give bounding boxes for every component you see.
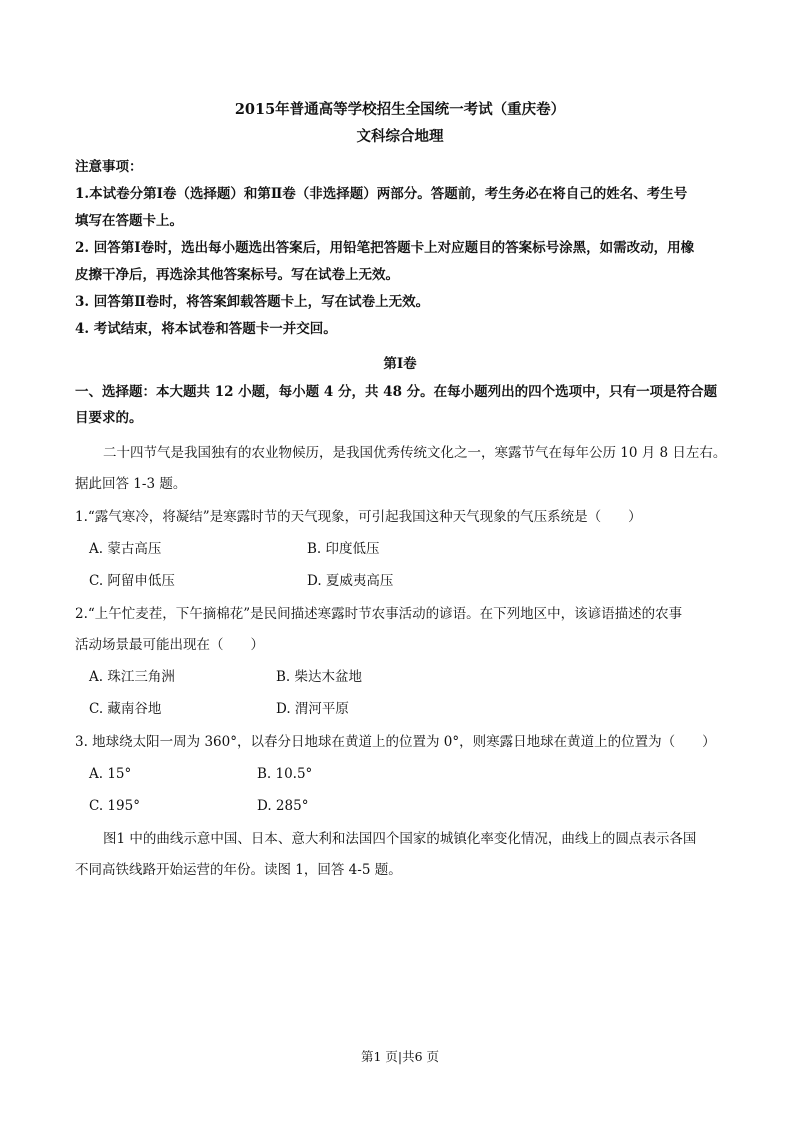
notice-line: 填写在答题卡上。 <box>75 213 183 229</box>
notice-heading: 注意事项： <box>75 159 143 175</box>
question-3-stem: 3. 地球绕太阳一周为 360°，以春分日地球在黄道上的位置为 0°，则寒露日地球在黄道上的位置为（ ） <box>75 734 716 750</box>
question-2-option-a: A. 珠江三角洲 <box>89 669 175 685</box>
question-2-option-c: C. 藏南谷地 <box>89 701 162 717</box>
notice-line: 4. 考试结束，将本试卷和答题卡一并交回。 <box>75 321 337 337</box>
question-2-option-b: B. 柴达木盆地 <box>276 669 363 685</box>
volume-heading: 第Ⅰ卷 <box>383 356 417 372</box>
question-2-option-d: D. 渭河平原 <box>276 701 349 717</box>
intro-paragraph: 二十四节气是我国独有的农业物候历，是我国优秀传统文化之一，寒露节气在每年公历 10 月 8 日左右。 <box>103 445 727 461</box>
question-1-option-c: C. 阿留申低压 <box>89 573 175 589</box>
question-1-option-a: A. 蒙古高压 <box>89 541 162 557</box>
notice-line: 3. 回答第Ⅱ卷时，将答案卸载答题卡上，写在试卷上无效。 <box>75 294 430 310</box>
notice-line: 皮擦干净后，再选涂其他答案标号。写在试卷上无效。 <box>75 267 399 283</box>
question-3-option-b: B. 10.5° <box>257 766 313 782</box>
page-subtitle: 文科综合地理 <box>356 128 444 145</box>
question-3-option-d: D. 285° <box>257 798 309 814</box>
intro-paragraph: 据此回答 1-3 题。 <box>75 476 187 492</box>
question-1-option-b: B. 印度低压 <box>307 541 380 557</box>
question-2-stem: 2.“上午忙麦茬，下午摘棉花”是民间描述寒露时节农事活动的谚语。在下列地区中，该谚语描述的农事 <box>75 606 683 622</box>
question-1-option-d: D. 夏威夷高压 <box>307 573 394 589</box>
question-3-option-a: A. 15° <box>89 766 132 782</box>
notice-line: 2. 回答第Ⅰ卷时，选出每小题选出答案后，用铅笔把答题卡上对应题目的答案标号涂黑，如需改动，用橡 <box>75 240 695 256</box>
question-3-option-c: C. 195° <box>89 798 140 814</box>
question-1-stem: 1.“露气寒冷，将凝结”是寒露时节的天气现象，可引起我国这种天气现象的气压系统是（ ） <box>75 509 642 525</box>
intro-paragraph: 不同高铁线路开始运营的年份。读图 1，回答 4-5 题。 <box>75 862 402 878</box>
page-footer: 第1 页|共6 页 <box>360 1049 440 1064</box>
section-instruction: 一、选择题：本大题共 12 小题，每小题 4 分，共 48 分。在每小题列出的四个选项中，只有一项是符合题 <box>75 384 718 400</box>
section-instruction: 目要求的。 <box>75 410 143 426</box>
page-title: 2015年普通高等学校招生全国统一考试（重庆卷） <box>234 101 566 118</box>
question-2-stem: 活动场景最可能出现在（ ） <box>75 637 264 653</box>
intro-paragraph: 图1 中的曲线示意中国、日本、意大利和法国四个国家的城镇化率变化情况，曲线上的圆点表示各国 <box>103 831 697 847</box>
notice-line: 1.本试卷分第Ⅰ卷（选择题）和第Ⅱ卷（非选择题）两部分。答题前，考生务必在将自己的姓名、考生号 <box>75 186 688 202</box>
